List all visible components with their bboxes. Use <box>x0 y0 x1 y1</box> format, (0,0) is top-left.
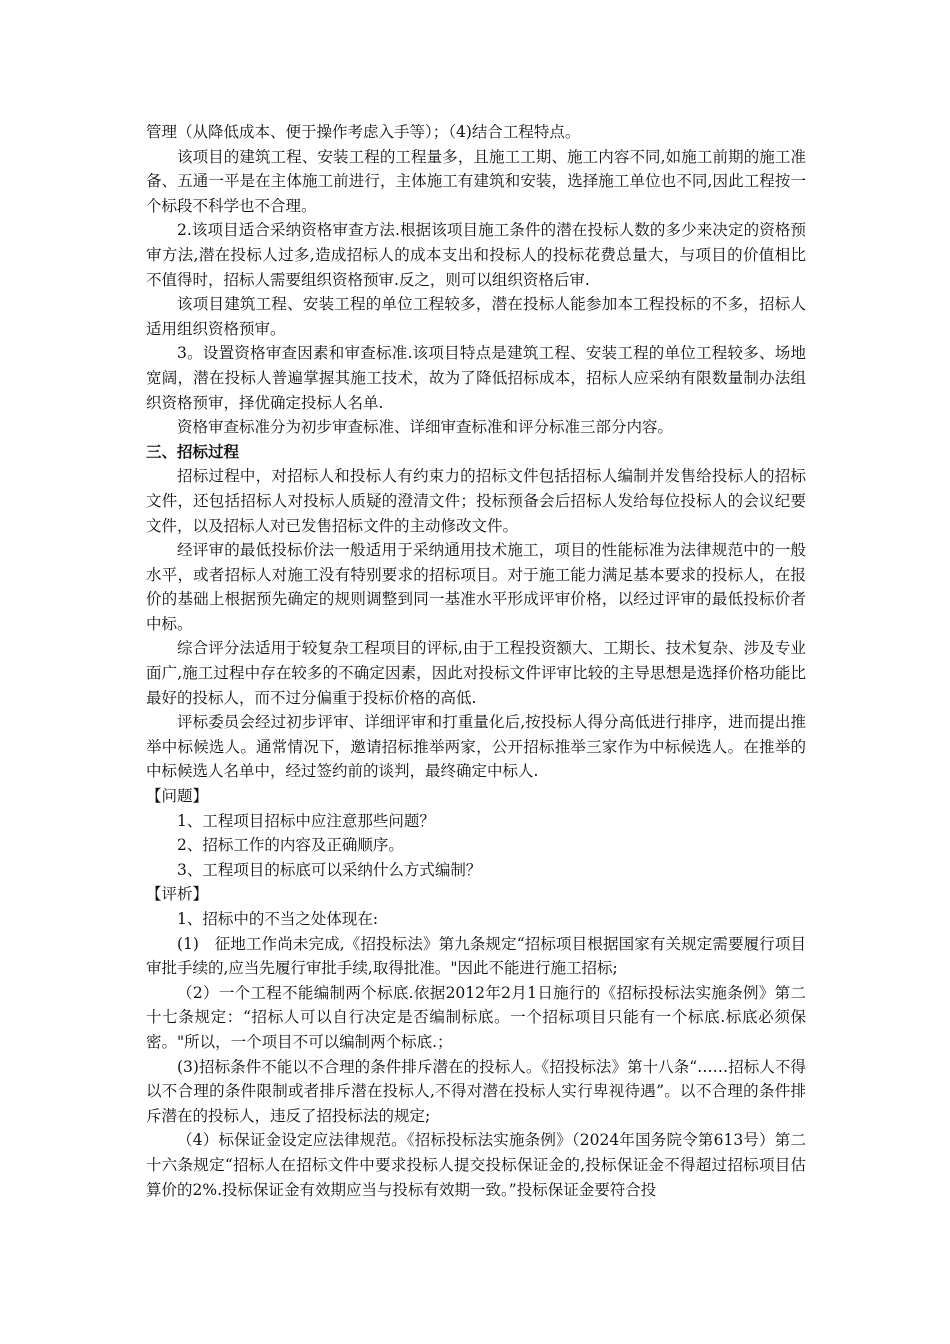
analysis-item-2: （2）一个工程不能编制两个标底.依据2012年2月1日施行的《招标投标法实施条例》第二十七条规定：“招标人可以自行决定是否编制标底。一个招标项目只能有一个标底.标底必须保密。"所以，一个项目不可以编制两个标底.； <box>146 983 806 1051</box>
question-2: 2、招标工作的内容及正确顺序。 <box>177 836 404 855</box>
question-3: 3、工程项目的标底可以采纳什么方式编制？ <box>177 860 482 879</box>
paragraph-7: 招标过程中，对招标人和投标人有约束力的招标文件包括招标人编制并发售给投标人的招标文件，还包括招标人对投标人质疑的澄清文件；投标预备会后招标人发给每位投标人的会议纪要文件，以及招标人对已发售招标文件的主动修改文件。 <box>146 467 806 535</box>
analysis-item-1: (1) 征地工作尚未完成,《招投标法》第九条规定“招标项目根据国家有关规定需要履行项目审批手续的,应当先履行审批手续,取得批准。"因此不能进行施工招标; <box>146 934 806 978</box>
question-1: 1、工程项目招标中应注意那些问题？ <box>177 811 435 830</box>
paragraph-9: 综合评分法适用于较复杂工程项目的评标,由于工程投资额大、工期长、技术复杂、涉及专业面广,施工过程中存在较多的不确定因素，因此对投标文件评审比较的主导思想是选择价格功能比最好的投标人，而不过分偏重于投标价格的高低. <box>146 639 806 707</box>
analysis-item-3: (3)招标条件不能以不合理的条件排斥潜在的投标人。《招投标法》第十八条“……招标人不得以不合理的条件限制或者排斥潜在投标人,不得对潜在投标人实行卑视待遇”。以不合理的条件排斥潜在的投标人，违反了招投标法的规定; <box>146 1057 806 1125</box>
document-page <box>146 120 806 1202</box>
paragraph-4: 该项目建筑工程、安装工程的单位工程较多，潜在投标人能参加本工程投标的不多，招标人适用组织资格预审。 <box>146 295 806 338</box>
section-heading: 三、招标过程 <box>146 441 240 461</box>
paragraph-2: 该项目的建筑工程、安装工程的工程量多，且施工工期、施工内容不同,如施工前期的施工准备、五通一平是在主体施工前进行，主体施工有建筑和安装，选择施工单位也不同,因此工程按一个标段不科学也不合理。 <box>146 147 806 215</box>
paragraph-1: 管理（从降低成本、便于操作考虑入手等）；（4)结合工程特点。 <box>146 123 581 141</box>
paragraph-6: 资格审查标准分为初步审查标准、详细审查标准和评分标准三部分内容。 <box>177 418 674 437</box>
paragraph-8: 经评审的最低投标价法一般适用于采纳通用技术施工，项目的性能标准为法律规范中的一般水平，或者招标人对施工没有特别要求的招标项目。对于施工能力满足基本要求的投标人，在报价的基础上根据预先确定的规则调整到同一基准水平形成评审价格，以经过评审的最低投标价者中标。 <box>146 541 806 633</box>
paragraph-5: 3。设置资格审查因素和审查标准.该项目特点是建筑工程、安装工程的单位工程较多、场地宽阔，潜在投标人普遍掌握其施工技术，故为了降低招标成本，招标人应采纳有限数量制办法组织资格预审，择优确定投标人名单. <box>146 344 806 412</box>
paragraph-3: 2.该项目适合采纳资格审查方法.根据该项目施工条件的潜在投标人数的多少来决定的资格预审方法,潜在投标人过多,造成招标人的成本支出和投标人的投标花费总量大，与项目的价值相比不值得时，招标人需要组织资格预审.反之，则可以组织资格后审. <box>146 221 806 289</box>
analysis-intro: 1、招标中的不当之处体现在: <box>177 910 379 928</box>
questions-label: 【问题】 <box>146 787 209 806</box>
analysis-label: 【评析】 <box>146 885 209 904</box>
analysis-item-4: （4）标保证金设定应法律规范。《招标投标法实施条例》（2024年国务院令第613号）第二十六条规定“招标人在招标文件中要求投标人提交投标保证金的,投标保证金不得超过招标项目估算价的2%.投标保证金有效期应当与投标有效期一致。”投标保证金要符合投 <box>146 1131 806 1199</box>
paragraph-10: 评标委员会经过初步评审、详细评审和打重量化后,按投标人得分高低进行排序，进而提出推举中标候选人。通常情况下，邀请招标推举两家，公开招标推举三家作为中标候选人。在推举的中标候选人名单中，经过签约前的谈判，最终确定中标人. <box>146 713 806 781</box>
